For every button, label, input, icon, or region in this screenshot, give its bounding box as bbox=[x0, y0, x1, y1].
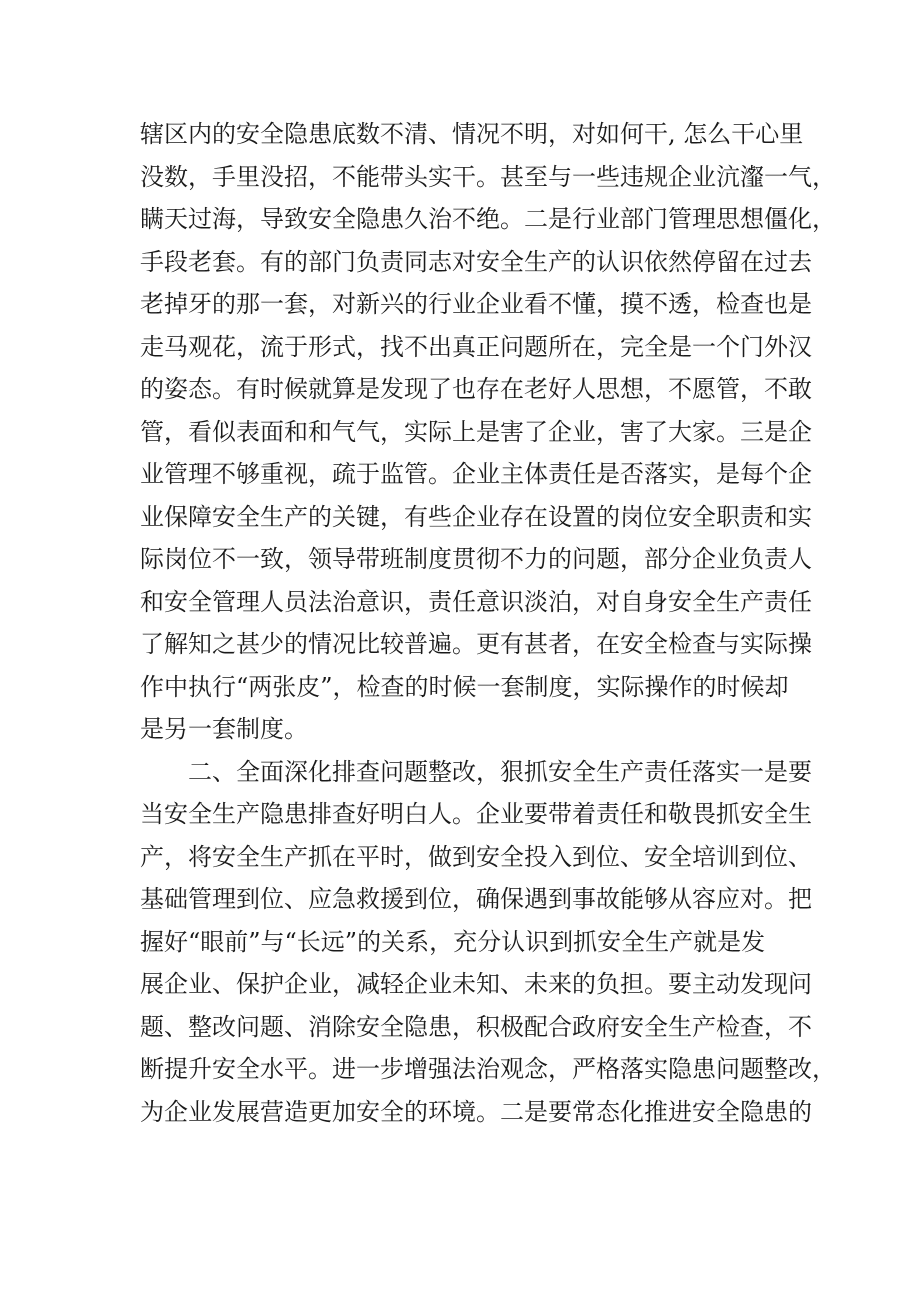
paragraph-2 bbox=[140, 751, 836, 1134]
text-line: 业保障安全生产的关键，有些企业存在设置的岗位安全职责和实 bbox=[140, 502, 812, 531]
text-line: 业管理不够重视，疏于监管。企业主体责任是否落实，是每个企 bbox=[140, 460, 812, 488]
text-line: 手段老套。有的部门负责同志对安全生产的认识依然停留在过去 bbox=[140, 247, 812, 276]
text-line: 当安全生产隐患排查好明白人。企业要带着责任和敬畏抓安全生 bbox=[140, 800, 812, 828]
text-line: 的姿态。有时候就算是发现了也存在老好人思想，不愿管，不敢 bbox=[140, 375, 812, 403]
text-line: 了解知之甚少的情况比较普遍。更有甚者，在安全检查与实际操 bbox=[140, 630, 812, 658]
body-text bbox=[140, 113, 836, 1133]
text-line: 走马观花，流于形式，找不出真正问题所在，完全是一个门外汉 bbox=[140, 332, 812, 361]
text-line: 和安全管理人员法治意识，责任意识淡泊，对自身安全生产责任 bbox=[140, 587, 812, 616]
text-line: 际岗位不一致，领导带班制度贯彻不力的问题，部分企业负责人 bbox=[140, 545, 812, 573]
text-line: 老掉牙的那一套，对新兴的行业企业看不懂，摸不透，检查也是 bbox=[140, 290, 812, 318]
text-line: 是另一套制度。 bbox=[140, 715, 308, 743]
text-line: 管，看似表面和和气气，实际上是害了企业，害了大家。三是企 bbox=[140, 417, 812, 446]
text-line: 基础管理到位、应急救援到位，确保遇到事故能够从容应对。把 bbox=[140, 885, 812, 913]
text-line: 瞒天过海，导致安全隐患久治不绝。二是行业部门管理思想僵化， bbox=[140, 205, 836, 233]
text-line: 产，将安全生产抓在平时，做到安全投入到位、安全培训到位、 bbox=[140, 842, 812, 871]
text-line: 为企业发展营造更加安全的环境。二是要常态化推进安全隐患的 bbox=[140, 1097, 812, 1126]
paragraph-1 bbox=[140, 113, 836, 751]
text-line: 展企业、保护企业，减轻企业未知、未来的负担。要主动发现问 bbox=[140, 970, 812, 998]
paragraph-heading-line: 二、全面深化排查问题整改，狠抓安全生产责任落实一是要 bbox=[188, 757, 812, 786]
text-line: 握好“眼前”与“长远”的关系，充分认识到抓安全生产就是发 bbox=[140, 927, 766, 956]
text-line: 题、整改问题、消除安全隐患，积极配合政府安全生产检查，不 bbox=[140, 1012, 812, 1041]
text-line: 断提升安全水平。进一步增强法治观念，严格落实隐患问题整改， bbox=[140, 1055, 836, 1083]
text-line: 作中执行“两张皮”，检查的时候一套制度，实际操作的时候却 bbox=[140, 672, 789, 701]
text-line: 没数，手里没招，不能带头实干。甚至与一些违规企业沆瀣一气， bbox=[140, 162, 836, 191]
text-line: 辖区内的安全隐患底数不清、情况不明，对如何干, 怎么干心里 bbox=[140, 120, 804, 148]
